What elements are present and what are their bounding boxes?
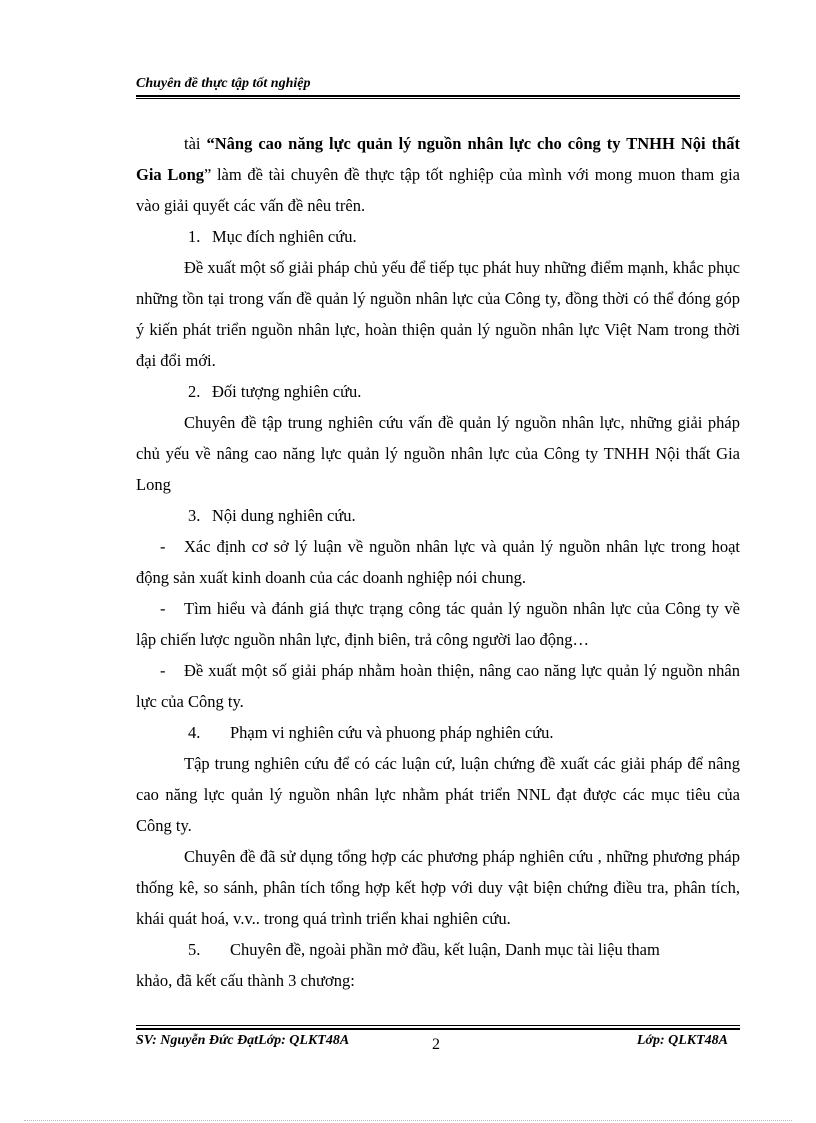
section-number: 4.: [188, 723, 201, 742]
scope-paragraph-2: Chuyên đề đã sử dụng tổng hợp các phương pháp nghiên cứu , những phương pháp thống kê, so sánh, phân tích tổng hợp kết hợp với duy vật biện chứng điều tra, phân tích, khái quát hoá, v.v.. trong quá trình triển khai nghiên cứu.: [136, 847, 740, 928]
section-heading-scope: [136, 717, 740, 748]
intro-paragraph: [136, 128, 740, 221]
header-rule-thin: [136, 98, 740, 99]
section-title: Mục đích nghiên cứu.: [212, 227, 357, 246]
document-body: [136, 128, 740, 996]
purpose-paragraph: Đề xuất một số giải pháp chủ yếu để tiếp tục phát huy những điểm mạnh, khắc phục những tồn tại trong vấn đề quản lý nguồn nhân lực của Công ty, đồng thời có thể đóng góp ý kiến phát triển nguồn nhân lực, hoàn thiện quản lý nguồn nhân lực Việt Nam trong thời đại đổi mới.: [136, 258, 740, 370]
footer-class: Lớp: QLKT48A: [636, 1033, 728, 1048]
list-dash: -: [160, 537, 166, 556]
section-heading-object: [136, 376, 740, 407]
footer-student: SV: Nguyễn Đức ĐạtLớp: QLKT48A: [136, 1033, 350, 1048]
section-number: 1.: [188, 227, 201, 246]
structure-continuation: khảo, đã kết cấu thành 3 chương:: [136, 971, 355, 990]
list-item: [136, 655, 740, 717]
section-number: 3.: [188, 506, 201, 525]
list-item: [136, 531, 740, 593]
section-title: Chuyên đề, ngoài phần mở đầu, kết luận, Danh mục tài liệu tham: [230, 940, 660, 959]
list-dash: -: [160, 599, 166, 618]
list-dash: -: [160, 661, 166, 680]
intro-post: ” làm đề tài chuyên đề thực tập tốt nghiệp của mình với mong muon tham gia vào giải quyết các vấn đề nêu trên.: [136, 165, 740, 215]
list-item-text: Xác định cơ sở lý luận về nguồn nhân lực và quản lý nguồn nhân lực trong hoạt động sản xuất kinh doanh của các doanh nghiệp nói chung.: [136, 537, 740, 587]
page-break-line: [24, 1120, 792, 1121]
page-number: 2: [432, 1036, 440, 1053]
section-heading-structure: [136, 934, 740, 965]
section-title: Nội dung nghiên cứu.: [212, 506, 356, 525]
footer-rule-thick: [136, 1028, 740, 1030]
thesis-title: “Nâng cao năng lực quản lý nguồn nhân lực cho công ty TNHH Nội thất Gia Long: [136, 134, 740, 184]
list-item-text: Đề xuất một số giải pháp nhằm hoàn thiện, nâng cao năng lực quản lý nguồn nhân lực của Công ty.: [136, 661, 740, 711]
section-heading-purpose: [136, 221, 740, 252]
section-number: 5.: [188, 940, 201, 959]
page-header-title: Chuyên đề thực tập tốt nghiệp: [136, 76, 311, 91]
header-rule-thick: [136, 95, 740, 97]
intro-pre: tài: [184, 134, 207, 153]
section-title: Đối tượng nghiên cứu.: [212, 382, 362, 401]
object-paragraph: Chuyên đề tập trung nghiên cứu vấn đề quản lý nguồn nhân lực, những giải pháp chủ yếu về nâng cao năng lực quản lý nguồn nhân lực của Công ty TNHH Nội thất Gia Long: [136, 413, 740, 494]
list-item-text: Tìm hiểu và đánh giá thực trạng công tác quản lý nguồn nhân lực của Công ty về lập chiến lược nguồn nhân lực, định biên, trả công người lao động…: [136, 599, 740, 649]
section-heading-content: [136, 500, 740, 531]
section-title: Phạm vi nghiên cứu và phuong pháp nghiên cứu.: [230, 723, 554, 742]
list-item: [136, 593, 740, 655]
scope-paragraph-1: Tập trung nghiên cứu để có các luận cứ, luận chứng đề xuất các giải pháp để nâng cao năng lực quản lý nguồn nhân lực nhằm phát triển NNL đạt được các mục tiêu của Công ty.: [136, 754, 740, 835]
footer-rule-thin: [136, 1025, 740, 1026]
section-number: 2.: [188, 382, 201, 401]
